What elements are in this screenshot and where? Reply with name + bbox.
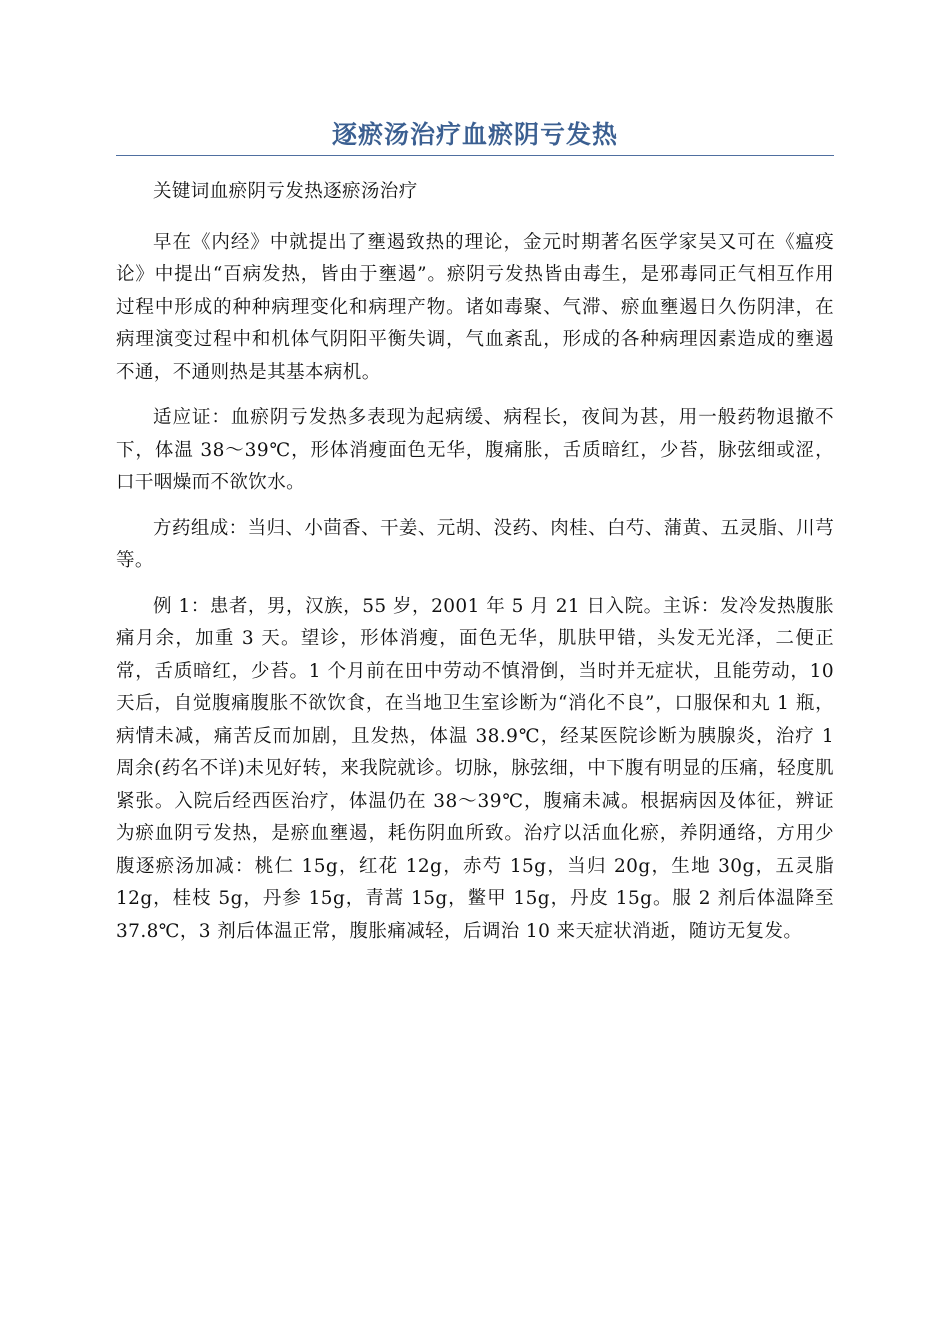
indications-paragraph: 适应证：血瘀阴亏发热多表现为起病缓、病程长，夜间为甚，用一般药物退撤不下，体温 38～39℃，形体消瘦面色无华，腹痛胀，舌质暗红，少苔，脉弦细或涩，口干咽燥而不欲饮水。	[116, 407, 834, 493]
document-page	[116, 100, 834, 961]
case-1-paragraph: 例 1：患者，男，汉族，55 岁，2001 年 5 月 21 日入院。主诉：发冷发热腹胀痛月余，加重 3 天。望诊，形体消瘦，面色无华，肌肤甲错，头发无光泽，二便正常，舌质暗红，少苔。1 个月前在田中劳动不慎滑倒，当时并无症状，且能劳动，10 天后，自觉腹痛腹胀不欲饮食，在当地卫生室诊断为“消化不良”，口服保和丸 1 瓶，病情未减，痛苦反而加剧，且发热，体温 38.9℃，经某医院诊断为胰腺炎，治疗 1 周余(药名不详)未见好转，来我院就诊。切脉，脉弦细，中下腹有明显的压痛，轻度肌紧张。入院后经西医治疗，体温仍在 38～39℃，腹痛未减。根据病因及体征，辨证为瘀血阴亏发热，是瘀血壅遏，耗伤阴血所致。治疗以活血化瘀，养阴通络，方用少腹逐瘀汤加减：桃仁 15g，红花 12g，赤芍 15g，当归 20g，生地 30g，五灵脂 12g，桂枝 5g，丹参 15g，青蒿 15g，鳖甲 15g，丹皮 15g。服 2 剂后体温降至 37.8℃，3 剂后体温正常，腹胀痛减轻，后调治 10 来天症状消逝，随访无复发。	[116, 595, 834, 942]
document-body	[116, 176, 834, 948]
keywords-paragraph: 关键词血瘀阴亏发热逐瘀汤治疗	[153, 181, 418, 202]
page-title: 逐瘀汤治疗血瘀阴亏发热	[116, 100, 834, 156]
intro-paragraph: 早在《内经》中就提出了壅遏致热的理论，金元时期著名医学家吴又可在《瘟疫论》中提出“百病发热，皆由于壅遏”。瘀阴亏发热皆由毒生，是邪毒同正气相互作用过程中形成的种种病理变化和病理产物。诸如毒聚、气滞、瘀血壅遏日久伤阴津，在病理演变过程中和机体气阴阳平衡失调，气血紊乱，形成的各种病理因素造成的壅遏不通，不通则热是其基本病机。	[116, 231, 834, 383]
prescription-paragraph: 方药组成：当归、小茴香、干姜、元胡、没药、肉桂、白芍、蒲黄、五灵脂、川芎等。	[116, 517, 834, 571]
